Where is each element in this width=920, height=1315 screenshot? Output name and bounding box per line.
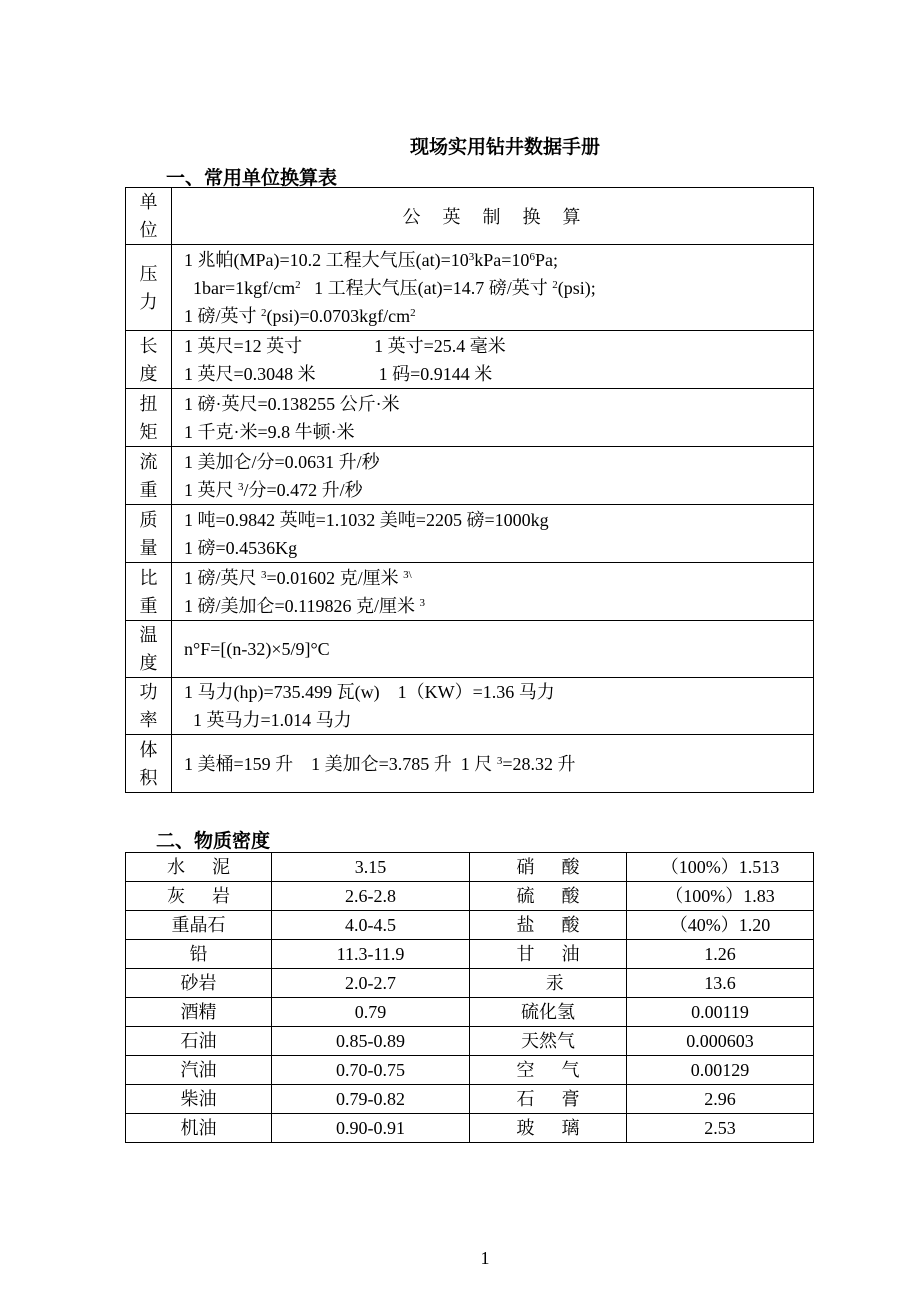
unit-char: 度 xyxy=(139,363,158,384)
conversion-text: 1 英尺=12 英寸 1 英寸=25.4 毫米 xyxy=(184,335,506,356)
conversion-text: 1 马力(hp)=735.499 瓦(w) 1（KW）=1.36 马力 xyxy=(184,682,555,702)
unit-char: 单 xyxy=(139,192,158,212)
density-value: 11.3-11.9 xyxy=(272,940,470,969)
substance-name: 机油 xyxy=(126,1114,272,1143)
conversion-line xyxy=(184,360,813,388)
substance-name: 汽油 xyxy=(126,1056,272,1085)
density-value: 2.53 xyxy=(627,1114,814,1143)
superscript: 2 xyxy=(552,278,558,291)
page-title: 现场实用钻井数据手册 xyxy=(409,136,600,158)
conversion-text: Pa; xyxy=(534,249,558,270)
unit-char: 质 xyxy=(139,509,158,530)
conversion-line xyxy=(184,506,813,534)
substance-name: 柴油 xyxy=(126,1085,272,1114)
density-row xyxy=(126,1027,814,1056)
density-value: 3.15 xyxy=(272,853,470,882)
section-heading-unit-conversion: 一、常用单位换算表 xyxy=(166,167,338,189)
conversion-cell xyxy=(172,389,814,447)
density-value: （100%）1.513 xyxy=(627,853,814,882)
conversion-text: (psi); xyxy=(557,277,596,298)
conversion-row xyxy=(126,505,814,563)
unit-cell xyxy=(126,331,172,389)
unit-char: 积 xyxy=(139,767,158,788)
conversion-text: kPa=10 xyxy=(474,249,530,270)
header-content-cell: 公英制换算 xyxy=(172,188,814,245)
unit-char: 流 xyxy=(139,451,158,472)
conversion-text: 1 磅/英尺 xyxy=(184,567,262,588)
substance-name: 甘 油 xyxy=(470,940,627,969)
conversion-text: 1 千克·米=9.8 牛顿·米 xyxy=(184,421,355,442)
unit-char: 压 xyxy=(139,263,158,284)
substance-name: 空 气 xyxy=(470,1056,627,1085)
density-row xyxy=(126,882,814,911)
conversion-line xyxy=(184,678,813,706)
unit-char: 度 xyxy=(139,653,158,673)
conversion-line xyxy=(184,635,813,663)
conversion-text: n°F=[(n-32)×5/9]°C xyxy=(184,639,330,659)
unit-char: 率 xyxy=(139,710,158,730)
conversion-line xyxy=(184,476,813,504)
density-row xyxy=(126,998,814,1027)
density-value: 0.00129 xyxy=(627,1056,814,1085)
header-unit-cell xyxy=(126,188,172,245)
density-value: 0.000603 xyxy=(627,1027,814,1056)
substance-name: 天然气 xyxy=(470,1027,627,1056)
superscript: 6 xyxy=(529,250,535,263)
conversion-text: 1 英尺 xyxy=(184,479,238,500)
density-value: （100%）1.83 xyxy=(627,882,814,911)
conversion-text: 1 吨=0.9842 英吨=1.1032 美吨=2205 磅=1000kg xyxy=(184,509,549,530)
table-header-row xyxy=(126,188,814,245)
conversion-row xyxy=(126,563,814,621)
unit-cell xyxy=(126,505,172,563)
conversion-line xyxy=(184,302,813,330)
conversion-text: 1 英尺=0.3048 米 1 码=0.9144 米 xyxy=(184,363,493,384)
substance-name: 灰 岩 xyxy=(126,882,272,911)
unit-char: 功 xyxy=(139,682,158,702)
unit-char: 力 xyxy=(139,291,158,312)
conversion-line xyxy=(184,706,813,734)
density-value: 0.90-0.91 xyxy=(272,1114,470,1143)
unit-char: 重 xyxy=(139,595,158,616)
conversion-cell xyxy=(172,678,814,735)
superscript: 3 xyxy=(238,480,244,493)
superscript: 2 xyxy=(410,306,416,319)
conversion-text: 1 磅/英寸 xyxy=(184,305,262,326)
density-value: 2.0-2.7 xyxy=(272,969,470,998)
unit-cell xyxy=(126,389,172,447)
density-row xyxy=(126,1114,814,1143)
density-row xyxy=(126,1056,814,1085)
conversion-line xyxy=(184,332,813,360)
conversion-text: =0.01602 克/厘米 xyxy=(266,567,404,588)
unit-cell xyxy=(126,245,172,331)
conversion-row xyxy=(126,621,814,678)
substance-name: 石油 xyxy=(126,1027,272,1056)
density-row xyxy=(126,1085,814,1114)
density-row xyxy=(126,969,814,998)
substance-name: 硫化氢 xyxy=(470,998,627,1027)
conversion-text: 1 磅/美加仑=0.119826 克/厘米 xyxy=(184,595,420,616)
substance-name: 硝 酸 xyxy=(470,853,627,882)
substance-name: 石 膏 xyxy=(470,1085,627,1114)
conversion-text: 1bar=1kgf/cm xyxy=(184,277,296,298)
conversion-text: /分=0.472 升/秒 xyxy=(243,479,363,500)
unit-char: 量 xyxy=(139,537,158,558)
unit-char: 扭 xyxy=(139,393,158,414)
section-heading-density: 二、物质密度 xyxy=(156,830,271,852)
conversion-cell xyxy=(172,563,814,621)
substance-name: 汞 xyxy=(470,969,627,998)
conversion-line xyxy=(184,418,813,446)
substance-name: 重晶石 xyxy=(126,911,272,940)
conversion-line xyxy=(184,390,813,418)
conversion-text: 1 工程大气压(at)=14.7 磅/英寸 xyxy=(300,277,553,298)
conversion-line xyxy=(184,564,813,592)
substance-name: 铅 xyxy=(126,940,272,969)
superscript: 3 xyxy=(261,568,267,581)
conversion-line xyxy=(184,592,813,620)
conversion-row xyxy=(126,447,814,505)
substance-name: 盐 酸 xyxy=(470,911,627,940)
conversion-cell xyxy=(172,621,814,678)
conversion-cell xyxy=(172,505,814,563)
density-value: 0.85-0.89 xyxy=(272,1027,470,1056)
unit-char: 长 xyxy=(139,335,158,356)
substance-name: 玻 璃 xyxy=(470,1114,627,1143)
unit-cell xyxy=(126,563,172,621)
conversion-cell xyxy=(172,735,814,793)
unit-char: 体 xyxy=(139,739,158,760)
unit-char: 重 xyxy=(139,479,158,500)
conversion-line xyxy=(184,246,813,274)
conversion-text: 1 磅·英尺=0.138255 公斤·米 xyxy=(184,393,400,414)
conversion-text: (psi)=0.0703kgf/cm xyxy=(266,305,411,326)
conversion-line xyxy=(184,448,813,476)
density-table xyxy=(125,852,814,1143)
conversion-line xyxy=(184,534,813,562)
unit-conversion-table xyxy=(125,187,814,793)
conversion-text: =28.32 升 xyxy=(502,753,576,774)
conversion-row xyxy=(126,735,814,793)
density-row xyxy=(126,940,814,969)
density-value: 0.70-0.75 xyxy=(272,1056,470,1085)
substance-name: 水 泥 xyxy=(126,853,272,882)
conversion-line xyxy=(184,750,813,778)
unit-cell xyxy=(126,735,172,793)
conversion-row xyxy=(126,245,814,331)
unit-char: 温 xyxy=(139,625,158,645)
substance-name: 硫 酸 xyxy=(470,882,627,911)
conversion-row xyxy=(126,389,814,447)
density-row xyxy=(126,911,814,940)
superscript: 2 xyxy=(295,278,301,291)
conversion-row xyxy=(126,678,814,735)
unit-char: 矩 xyxy=(139,421,158,442)
density-value: 1.26 xyxy=(627,940,814,969)
density-value: 2.96 xyxy=(627,1085,814,1114)
superscript: 3 xyxy=(419,596,425,609)
page-number: 1 xyxy=(480,1248,490,1268)
density-value: 13.6 xyxy=(627,969,814,998)
substance-name: 砂岩 xyxy=(126,969,272,998)
density-row xyxy=(126,853,814,882)
conversion-text: 1 英马力=1.014 马力 xyxy=(184,710,352,730)
conversion-row xyxy=(126,331,814,389)
superscript: 3 xyxy=(468,250,475,263)
conversion-text: 1 磅=0.4536Kg xyxy=(184,537,298,558)
density-value: 4.0-4.5 xyxy=(272,911,470,940)
unit-cell xyxy=(126,621,172,678)
substance-name: 酒精 xyxy=(126,998,272,1027)
density-value: 0.79 xyxy=(272,998,470,1027)
unit-cell xyxy=(126,678,172,735)
unit-cell xyxy=(126,447,172,505)
superscript: 3 xyxy=(496,754,503,767)
density-value: 0.00119 xyxy=(627,998,814,1027)
density-value: 0.79-0.82 xyxy=(272,1085,470,1114)
density-value: （40%）1.20 xyxy=(627,911,814,940)
conversion-line xyxy=(184,274,813,302)
unit-char: 位 xyxy=(139,220,158,240)
unit-char: 比 xyxy=(139,567,158,588)
superscript: 3\ xyxy=(403,568,412,581)
conversion-text: 1 美桶=159 升 1 美加仑=3.785 升 1 尺 xyxy=(184,753,497,774)
superscript: 2 xyxy=(261,306,267,319)
conversion-cell xyxy=(172,245,814,331)
conversion-text: 1 兆帕(MPa)=10.2 工程大气压(at)=10 xyxy=(184,249,469,270)
conversion-cell xyxy=(172,331,814,389)
density-value: 2.6-2.8 xyxy=(272,882,470,911)
conversion-cell xyxy=(172,447,814,505)
conversion-text: 1 美加仑/分=0.0631 升/秒 xyxy=(184,451,380,472)
